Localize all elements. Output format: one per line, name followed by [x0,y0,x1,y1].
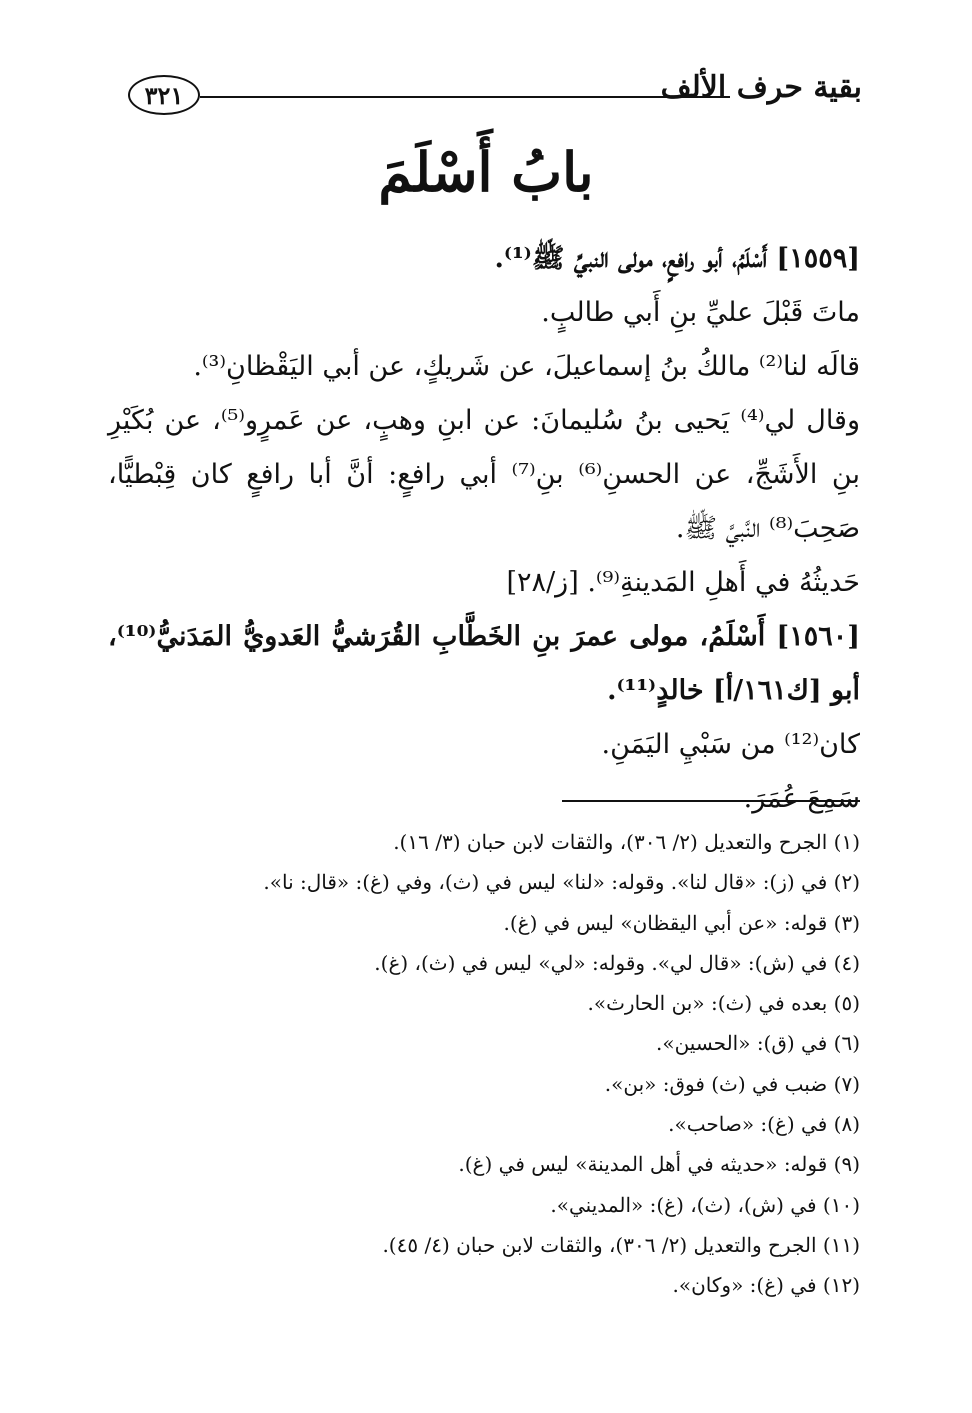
footnotes-list [108,822,860,1306]
entry-1559-heading: [١٥٥٩] أَسْلَمُ، أبو رافعٍ، مولى النبيِّ ﷺ⁽¹⁾. [494,243,860,274]
entry-1559-death: ماتَ قَبْلَ عليِّ بنِ أَبي طالبٍ. [541,297,860,328]
footnote: (٣) قوله: «عن أبي اليقظان» ليس في (غ). [503,910,860,935]
entry-1560-heard: سَمِعَ عُمَرَ. [743,783,860,814]
entry-1560-heading: [١٥٦٠] أَسْلَمُ، مولى عمرَ بنِ الخَطَّابِ القُرَشيُّ العَدويُّ المَدَنيُّ⁽¹⁰⁾، أبو [ك١٦١/أ] خالدٍ⁽¹¹⁾. [108,621,860,706]
chapter-title: بابُ أَسْلَمَ [378,140,594,204]
footnote: (٥) بعده في (ث): «بن الحارث». [587,991,860,1016]
footnote: (١٠) في (ش)، (ث)، (غ): «المديني». [550,1192,860,1217]
main-text [108,232,860,826]
running-title: بقية حرف الألف [660,70,862,105]
entry-1559-note: حَديثُهُ في أَهلِ المَدينةِ⁽⁹⁾. [ز/٢٨] [506,567,860,598]
footnote: (٧) ضبب في (ث) فوق: «بن». [604,1071,860,1096]
footnote: (٩) قوله: «حديثه في أهل المدينة» ليس في (غ). [458,1152,860,1177]
footnote: (٦) في (ق): «الحسين». [655,1031,860,1056]
header-rule [200,96,730,98]
footnote: (١١) الجرح والتعديل (٢/ ٣٠٦)، والثقات لابن حبان (٤/ ٤٥). [382,1232,860,1257]
footnote: (٤) في (ش): «قال لي». وقوله: «لي» ليس في (ث)، (غ). [374,950,860,975]
footnote: (١) الجرح والتعديل (٢/ ٣٠٦)، والثقات لابن حبان (٣/ ١٦). [393,830,860,854]
entry-1560-origin: كان⁽¹²⁾ من سَبْيِ اليَمَنِ. [601,729,860,760]
entry-1559-chain-1: قالَه لنا⁽²⁾ مالكُ بنُ إسماعيلَ، عن شَريكٍ، عن أبي اليَقْظانِ⁽³⁾. [193,351,860,382]
entry-1559-chain-2: وقال لي⁽⁴⁾ يَحيى بنُ سُليمانَ: عن ابنِ وهبٍ، عن عَمرٍو⁽⁵⁾، عن بُكَيْرِ بنِ الأَشَجِّ، عن الحسنِ⁽⁶⁾ بنِ⁽⁷⁾ أبي رافعٍ: أنَّ أبا رافعٍ كان قِبْطيًّا، صَحِبَ⁽⁸⁾ النَّبيَّ ﷺ. [108,405,861,544]
page-number: ٣٢١ [128,75,200,115]
footnote: (٨) في (غ): «صاحب». [668,1112,860,1137]
footnote-separator [562,800,860,802]
footnote: (٢) في (ز): «قال لنا». وقوله: «لنا» ليس في (ث)، وفي (غ): «قال: نا». [263,870,860,895]
footnote: (١٢) في (غ): «وكان». [672,1273,860,1298]
